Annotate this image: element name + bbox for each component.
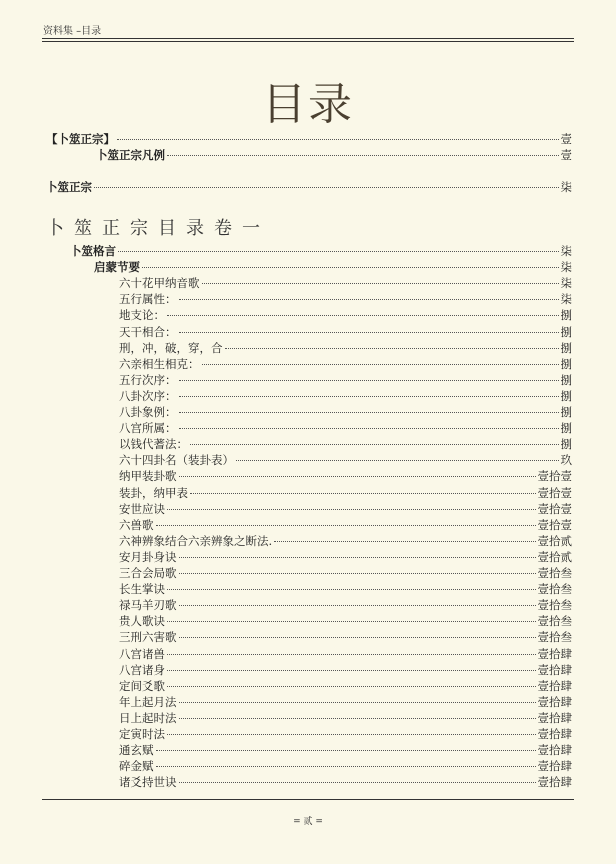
leader-dots	[167, 734, 536, 735]
toc-entry[interactable]	[119, 501, 572, 517]
leader-dots	[179, 380, 559, 381]
toc-entry-page: 壹拾壹	[537, 517, 572, 532]
toc-entry[interactable]	[119, 549, 572, 565]
leader-dots	[179, 702, 536, 703]
toc-entry-page: 壹拾肆	[537, 710, 572, 725]
leader-dots	[156, 766, 536, 767]
section-heading: 卜筮正宗目录卷一	[46, 218, 270, 239]
toc-entry[interactable]	[119, 662, 572, 678]
toc-entry-page: 壹拾壹	[537, 469, 572, 484]
toc-entry-page: 壹拾贰	[537, 533, 572, 548]
toc-entry[interactable]	[119, 372, 572, 388]
toc-entry-page: 捌	[560, 372, 572, 387]
page-title: 目录	[262, 79, 354, 130]
toc-entry[interactable]	[119, 629, 572, 645]
leader-dots	[179, 605, 536, 606]
leader-dots	[179, 476, 536, 477]
leader-dots	[179, 332, 559, 333]
toc-entry[interactable]	[119, 275, 572, 291]
toc-entry[interactable]	[96, 147, 572, 163]
toc-entry[interactable]	[70, 243, 572, 259]
leader-dots	[179, 299, 559, 300]
toc-entry[interactable]	[119, 694, 572, 710]
toc-entry-label: 卜筮正宗凡例	[96, 148, 165, 162]
toc-entry-page: 柒	[560, 292, 572, 307]
toc-entry-label: 通玄赋	[119, 743, 154, 758]
toc-entry[interactable]	[119, 291, 572, 307]
toc-entry[interactable]	[119, 646, 572, 662]
toc-entry-page: 柒	[560, 276, 572, 291]
toc-entry-label: 八卦次序：	[119, 388, 177, 403]
leader-dots	[179, 718, 536, 719]
toc-entry[interactable]	[119, 533, 572, 549]
toc-entry[interactable]	[119, 340, 572, 356]
toc-entry-page: 壹拾叁	[537, 598, 572, 613]
toc-entry-page: 壹拾壹	[537, 485, 572, 500]
toc-entry[interactable]	[119, 678, 572, 694]
leader-dots	[167, 155, 559, 156]
leader-dots	[167, 686, 536, 687]
toc-entry-label: 六兽歌	[119, 517, 154, 532]
leader-dots	[179, 637, 536, 638]
leader-dots	[190, 444, 559, 445]
toc-entry-page: 壹拾肆	[537, 743, 572, 758]
toc-entry-label: 长生掌诀	[119, 582, 165, 597]
toc-entry-page: 捌	[560, 324, 572, 339]
leader-dots	[167, 509, 536, 510]
toc-entry-label: 定间爻歌	[119, 678, 165, 693]
toc-entry-label: 年上起月法	[119, 694, 177, 709]
leader-dots	[156, 525, 536, 526]
toc-entry-page: 壹拾肆	[537, 727, 572, 741]
running-header: 资料集 –目录	[43, 26, 102, 37]
toc-entry-label: 八宫诸身	[119, 662, 165, 677]
toc-entry-page: 柒	[560, 180, 572, 194]
toc-entry[interactable]	[119, 565, 572, 581]
toc-entry-page: 壹拾肆	[537, 759, 572, 774]
toc-entry-label: 八卦象例：	[119, 405, 177, 419]
leader-dots	[117, 139, 559, 140]
toc-entry-label: 启蒙节要	[94, 260, 140, 275]
toc-entry-label: 六亲相生相克：	[119, 356, 200, 371]
toc-entry-label: 八宫诸兽	[119, 646, 165, 661]
toc-entry-label: 贵人歌诀	[119, 614, 165, 629]
toc-entry[interactable]	[119, 452, 572, 468]
toc-entry-page: 柒	[560, 244, 572, 258]
leader-dots	[118, 251, 559, 252]
leader-dots	[179, 782, 536, 783]
toc-entry-page: 壹	[560, 148, 572, 162]
toc-entry-label: 以钱代蓍法：	[119, 437, 188, 452]
toc-entry[interactable]	[119, 517, 572, 533]
toc-entry[interactable]	[119, 613, 572, 629]
leader-dots	[142, 267, 559, 268]
toc-entry-label: 定寅时法	[119, 727, 165, 741]
header-rule-thin	[42, 41, 574, 42]
page-number: = 贰 =	[293, 817, 323, 827]
toc-entry-label: 碎金赋	[119, 759, 154, 774]
leader-dots	[274, 541, 535, 542]
toc-entry-label: 八宫所属：	[119, 421, 177, 436]
toc-entry-page: 捌	[560, 340, 572, 355]
toc-entry-label: 【卜筮正宗】	[46, 132, 115, 146]
toc-entry-label: 三合会局歌	[119, 566, 177, 580]
toc-entry[interactable]	[119, 388, 572, 404]
toc-entry[interactable]	[119, 710, 572, 726]
toc-entry-page: 壹	[560, 132, 572, 146]
toc-entry-page: 壹拾叁	[537, 630, 572, 645]
leader-dots	[202, 283, 559, 284]
toc-entry-page: 壹拾肆	[537, 678, 572, 693]
toc-entry[interactable]	[119, 468, 572, 484]
toc-entry-page: 壹拾叁	[537, 614, 572, 629]
leader-dots	[167, 621, 536, 622]
leader-dots	[179, 396, 559, 397]
leader-dots	[167, 654, 536, 655]
toc-entry-page: 壹拾肆	[537, 694, 572, 709]
toc-entry-label: 日上起时法	[119, 710, 177, 725]
toc-entry[interactable]	[119, 404, 572, 420]
toc-entry-page: 壹拾肆	[537, 662, 572, 677]
toc-entry-label: 刑，冲，破，穿，合	[119, 340, 223, 355]
toc-entry-page: 壹拾贰	[537, 549, 572, 564]
leader-dots	[167, 589, 536, 590]
footer-rule	[42, 799, 574, 800]
toc-entry-page: 捌	[560, 437, 572, 452]
toc-entry-page: 壹拾肆	[537, 775, 572, 790]
header-rule	[42, 38, 574, 39]
toc-entry-label: 天干相合：	[119, 324, 177, 339]
toc-entry-page: 捌	[560, 356, 572, 371]
toc-entry-label: 三刑六害歌	[119, 630, 177, 645]
toc-entry[interactable]	[119, 742, 572, 758]
leader-dots	[190, 493, 536, 494]
toc-entry-page: 玖	[560, 453, 572, 468]
toc-entry-label: 卜筮格言	[70, 244, 116, 258]
toc-entry[interactable]	[119, 356, 572, 372]
toc-entry[interactable]	[119, 726, 572, 742]
toc-entry-label: 安月卦身诀	[119, 549, 177, 564]
leader-dots	[179, 428, 559, 429]
toc-entry[interactable]	[119, 758, 572, 774]
leader-dots	[202, 364, 559, 365]
toc-entry[interactable]	[46, 179, 572, 195]
toc-entry[interactable]	[119, 597, 572, 613]
leader-dots	[225, 348, 559, 349]
leader-dots	[179, 557, 536, 558]
toc-entry[interactable]	[119, 581, 572, 597]
toc-entry[interactable]	[119, 436, 572, 452]
toc-entry-page: 壹拾叁	[537, 566, 572, 580]
toc-entry-label: 纳甲装卦歌	[119, 469, 177, 484]
toc-entry[interactable]	[119, 774, 572, 790]
toc-entry-label: 装卦，纳甲表	[119, 485, 188, 500]
toc-entry-label: 卜筮正宗	[46, 180, 92, 194]
toc-entry[interactable]	[119, 485, 572, 501]
leader-dots	[179, 573, 536, 574]
toc-entry[interactable]	[119, 420, 572, 436]
toc-entry-page: 壹拾壹	[537, 501, 572, 516]
toc-entry-page: 捌	[560, 308, 572, 323]
toc-entry-label: 五行次序：	[119, 372, 177, 387]
toc-entry-label: 六十四卦名（装卦表）	[119, 453, 234, 468]
leader-dots	[236, 460, 559, 461]
toc-entry-label: 六神辨象结合六亲辨象之断法.	[119, 533, 273, 548]
leader-dots	[156, 750, 536, 751]
toc-entry-label: 六十花甲纳音歌	[119, 276, 200, 291]
toc-entry[interactable]	[119, 307, 572, 323]
toc-entry[interactable]	[46, 131, 572, 147]
toc-entry[interactable]	[94, 259, 572, 275]
toc-entry-label: 安世应诀	[119, 501, 165, 516]
toc-entry-label: 诸爻持世诀	[119, 775, 177, 790]
toc-entry-label: 禄马羊刃歌	[119, 598, 177, 613]
toc-entry-label: 地支论：	[119, 308, 165, 323]
leader-dots	[179, 412, 559, 413]
toc-entry[interactable]	[119, 324, 572, 340]
toc-entry-page: 捌	[560, 388, 572, 403]
toc-entry-page: 壹拾叁	[537, 582, 572, 597]
leader-dots	[94, 187, 559, 188]
toc-entry-page: 柒	[560, 260, 572, 275]
leader-dots	[167, 315, 559, 316]
toc-entry-page: 壹拾肆	[537, 646, 572, 661]
toc-entry-label: 五行属性：	[119, 292, 177, 307]
toc-entry-page: 捌	[560, 405, 572, 419]
leader-dots	[167, 670, 536, 671]
toc-entry-page: 捌	[560, 421, 572, 436]
